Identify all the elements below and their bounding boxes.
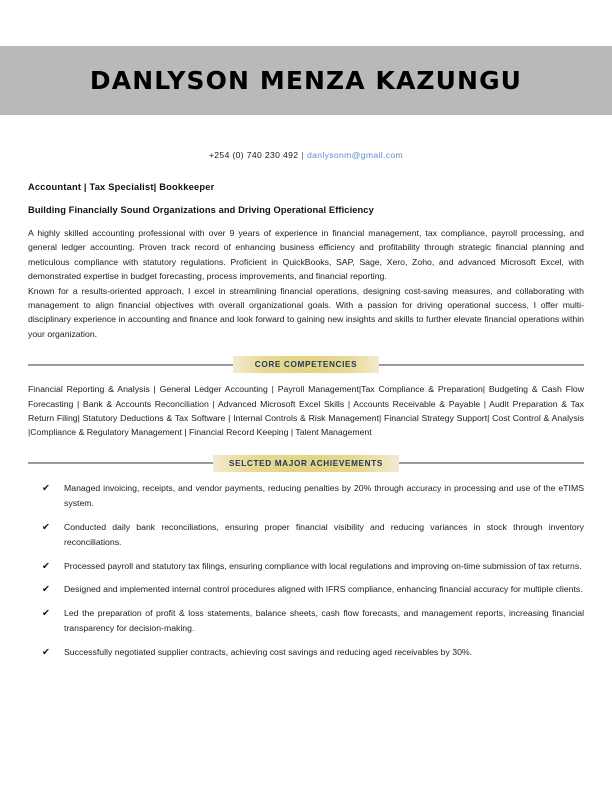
check-icon: ✔ [42, 560, 50, 572]
list-item [42, 606, 584, 636]
contact-line [0, 150, 612, 160]
banner-rule-right [379, 364, 584, 366]
achievement-text: Processed payroll and statutory tax filings, ensuring compliance with local regulations and improving on-time submission of tax returns. [64, 560, 582, 571]
achievement-text: Managed invoicing, receipts, and vendor payments, reducing penalties by 20% through accuracy in processing and use of the eTIMS system. [64, 482, 584, 509]
achievement-text: Designed and implemented internal control procedures aligned with IFRS compliance, enhancing financial accuracy for multiple clients. [64, 584, 583, 595]
summary-paragraph-2: Known for a results-oriented approach, I excel in streamlining financial operations, designing cost-saving measures, and collaborating with management to align financial objectives with overall organizational goals. With a passion for driving operational success, I offer multi-disciplinary experience in accounting and finance and look forward to gaining new insights and skills to further elevate financial operations within your organization. [28, 285, 584, 339]
contact-separator: | [301, 150, 304, 160]
core-competencies-text: Financial Reporting & Analysis | General Ledger Accounting | Payroll Management|Tax Compliance & Preparation| Budgeting & Cash Flow Forecasting | Bank & Accounts Reconciliation | Advanced Microsoft Excel Skills | Accounts Receivable & Payable | Audit Preparation & Tax Return Filing| Statutory Deductions & Tax Software | Internal Controls & Risk Management| Financial Strategy Support| Cost Control & Analysis |Compliance & Regulatory Management | Financial Record Keeping | Talent Management [28, 384, 584, 438]
check-icon: ✔ [42, 608, 50, 620]
list-item [42, 645, 584, 660]
achievement-text: Led the preparation of profit & loss statements, balance sheets, cash flow forecasts, and management reports, increasing financial transparency for decision-making. [64, 608, 584, 634]
phone-number: +254 (0) 740 230 492 [208, 150, 299, 160]
professional-tagline: Building Financially Sound Organizations and Driving Operational Efficiency [28, 205, 374, 215]
header-name-band [0, 46, 612, 115]
list-item [42, 559, 584, 574]
job-titles: Accountant | Tax Specialist| Bookkeeper [28, 182, 215, 192]
check-icon: ✔ [42, 647, 50, 658]
achievements-list [28, 481, 584, 660]
email-link[interactable]: danlysonm@gmail.com [306, 150, 404, 160]
page-title: DANLYSON MENZA KAZUNGU [89, 66, 523, 95]
achievement-text: Conducted daily bank reconciliations, ensuring proper financial visibility and reducing variances in stock through inventory reconciliations. [64, 521, 584, 547]
banner-rule-left [28, 364, 233, 366]
banner-rule-right-2 [399, 462, 584, 464]
section-header-core-competencies [28, 356, 584, 373]
summary-paragraph-1: A highly skilled accounting professional with over 9 years of experience in financial management, tax compliance, payroll processing, and general ledger accounting. Proven track record of enhancing business efficiency and profitability through strategic financial planning and meticulous compliance with statutory regulations. Proficient in QuickBooks, SAP, Sage, Xero, Zoho, and advanced Microsoft Excel, with demonstrated expertise in budget forecasting, process improvements, and financial reporting. [28, 228, 584, 282]
check-icon: ✔ [42, 584, 50, 596]
achievement-text: Successfully negotiated supplier contracts, achieving cost savings and reducing aged receivables by 30%. [64, 647, 473, 657]
list-item [42, 520, 584, 550]
resume-body [28, 182, 584, 669]
banner-rule-left-2 [28, 462, 213, 464]
check-icon: ✔ [42, 482, 50, 494]
section-title-core-competencies: CORE COMPETENCIES [233, 356, 380, 373]
list-item [42, 582, 584, 597]
section-title-achievements: SELCTED MAJOR ACHIEVEMENTS [213, 455, 399, 472]
check-icon: ✔ [42, 521, 50, 533]
section-header-achievements [28, 455, 584, 472]
list-item [42, 481, 584, 511]
